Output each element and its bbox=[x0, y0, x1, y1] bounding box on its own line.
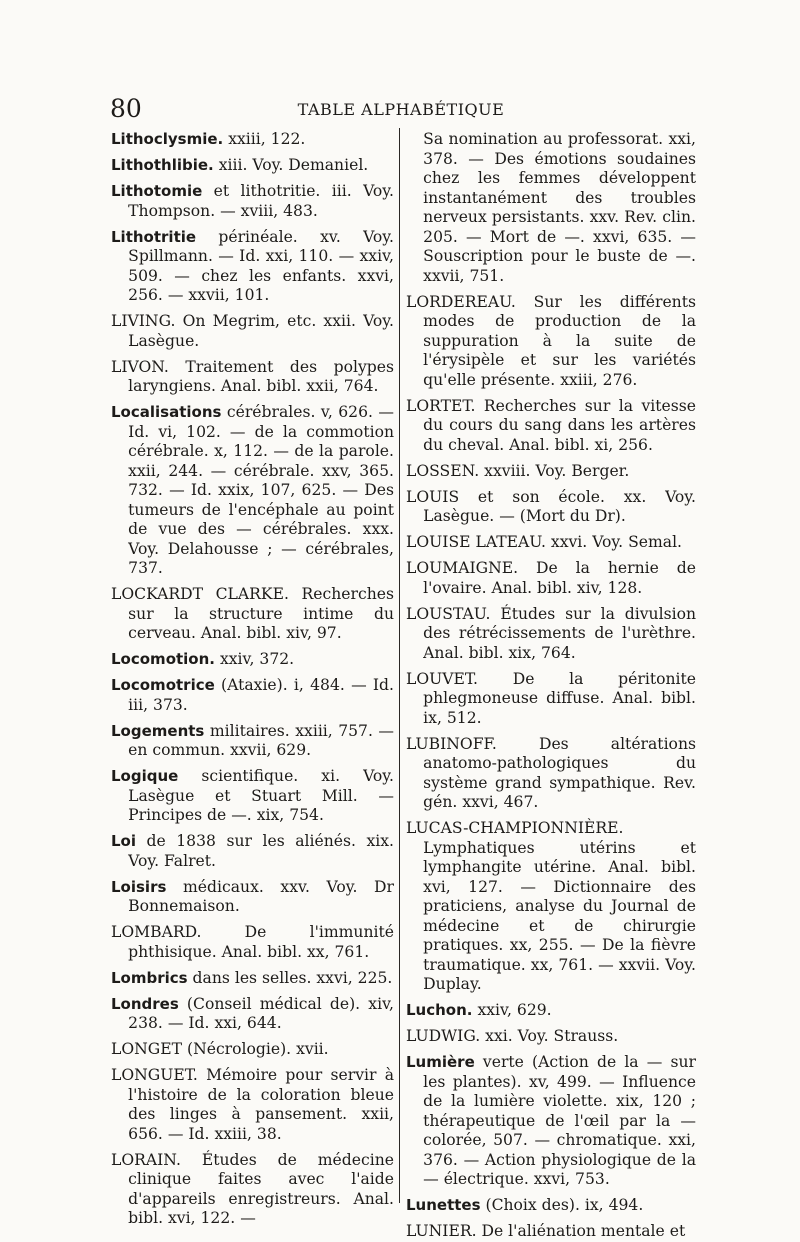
entry-text: de 1838 sur les aliénés. xix. Voy. Falret. bbox=[128, 832, 394, 870]
entry-term: LOUSTAU. bbox=[406, 604, 491, 623]
entry-term: Locomotion. bbox=[111, 650, 215, 668]
index-entry bbox=[111, 358, 394, 397]
entry-term: LOUIS bbox=[406, 487, 460, 506]
entry-text: et lithotritie. iii. Voy. Thompson. — xviii, 483. bbox=[128, 182, 394, 220]
entry-text: Études de médecine clinique faites avec l'aide d'appareils enregistreurs. Anal. bibl. xvi, 122. — bbox=[128, 1150, 394, 1227]
entry-term: LOUMAIGNE. bbox=[406, 559, 519, 577]
index-entry bbox=[111, 228, 394, 306]
index-entry bbox=[406, 1222, 696, 1242]
index-entry bbox=[111, 650, 394, 670]
entry-term: Lunettes bbox=[406, 1196, 481, 1214]
index-entry bbox=[406, 605, 696, 664]
index-entry bbox=[111, 403, 394, 579]
index-entry bbox=[111, 995, 394, 1034]
entry-text: militaires. xxiii, 757. — en commun. xxvii, 629. bbox=[128, 721, 394, 759]
entry-term: Luchon. bbox=[406, 1001, 473, 1019]
entry-term: LUDWIG. bbox=[406, 1027, 481, 1045]
left-column bbox=[111, 130, 394, 1227]
entry-term: Lithotritie bbox=[111, 227, 197, 246]
entry-term: Lombrics bbox=[111, 968, 188, 987]
index-entry bbox=[406, 293, 696, 391]
entry-text: (Conseil médical de). xiv, 238. — Id. xxi, 644. bbox=[128, 994, 394, 1032]
entry-term: LORTET. bbox=[406, 396, 476, 415]
entry-term: Lithothlibie. bbox=[111, 156, 214, 174]
right-column bbox=[406, 130, 696, 1240]
entry-text: Lymphatiques utérins et lymphangite utérine. Anal. bibl. xvi, 127. — Dictionnaire des praticiens, analyse du Journal de médecine et de chirurgie pratiques. xx, 255. — De la fièvre traumatique. xx, 761. — xxvii. Voy. Duplay. bbox=[423, 838, 696, 993]
entry-text: xxi. Voy. Strauss. bbox=[480, 1027, 619, 1045]
entry-term: Lumière bbox=[406, 1053, 475, 1071]
entry-text: dans les selles. xxvi, 225. bbox=[187, 968, 393, 987]
entry-text: xxvi. Voy. Semal. bbox=[545, 533, 683, 551]
entry-term: Localisations bbox=[111, 403, 222, 421]
entry-term: LIVON. bbox=[111, 357, 169, 376]
entry-term: LUNIER. bbox=[406, 1222, 477, 1240]
index-entry bbox=[406, 1053, 696, 1190]
entry-term: Locomotrice bbox=[111, 676, 215, 694]
entry-text: périnéale. xv. Voy. Spillmann. — Id. xxi, 110. — xxiv, 509. — chez les enfants. xxvi, 256. — xxvii, 101. bbox=[128, 227, 394, 304]
entry-text: Traitement des polypes laryngiens. Anal. bibl. xxii, 764. bbox=[128, 357, 394, 395]
index-entry bbox=[111, 1066, 394, 1144]
entry-text: cérébrales. v, 626. — Id. vi, 102. — de la commotion cérébrale. x, 112. — de la parole. xxii, 244. — cérébrale. xxv, 365. 732. — Id. xxix, 107, 625. — Des tumeurs de l'encéphale au point de vue des — cérébrales. xxx. Voy. Delahousse ; — cérébrales, 737. bbox=[128, 403, 394, 577]
entry-term: Logique bbox=[111, 767, 179, 785]
index-entry bbox=[406, 559, 696, 598]
entry-term: Loi bbox=[111, 832, 137, 850]
entry-term: LOUISE LATEAU. bbox=[406, 533, 546, 551]
entry-term: LORAIN. bbox=[111, 1150, 181, 1169]
index-entry bbox=[406, 488, 696, 527]
index-entry bbox=[111, 722, 394, 761]
column-divider bbox=[399, 128, 400, 1203]
entry-text: De la hernie de l'ovaire. Anal. bibl. xiv, 128. bbox=[423, 559, 696, 597]
entry-text: scientifique. xi. Voy. Lasègue et Stuart Mill. — Principes de —. xix, 754. bbox=[128, 767, 394, 824]
index-entry bbox=[111, 182, 394, 221]
entry-term: Lithoclysmie. bbox=[111, 130, 224, 148]
entry-text: Sa nomination au professorat. xxi, 378. — Des émotions soudaines chez les femmes développent instantanément des troubles nerveux persistants. xxv. Rev. clin. 205. — Mort de —. xxvi, 635. — Souscription pour le buste de —. xxvii, 751. bbox=[423, 130, 696, 285]
entry-term: Logements bbox=[111, 721, 205, 740]
entry-term: LONGUET. bbox=[111, 1066, 198, 1084]
index-entry bbox=[111, 878, 394, 917]
entry-term: LORDEREAU. bbox=[406, 292, 516, 311]
entry-term: Loisirs bbox=[111, 877, 167, 896]
index-entry bbox=[406, 130, 696, 286]
index-entry bbox=[406, 397, 696, 456]
index-entry bbox=[406, 670, 696, 729]
index-entry bbox=[406, 1196, 696, 1216]
entry-term: LOUVET. bbox=[406, 669, 478, 688]
entry-text: De la péritonite phlegmoneuse diffuse. Anal. bibl. ix, 512. bbox=[423, 669, 696, 727]
entry-term: LIVING. bbox=[111, 312, 176, 330]
index-entry bbox=[406, 819, 696, 995]
entry-text: (Choix des). ix, 494. bbox=[480, 1196, 644, 1214]
entry-term: LUBINOFF. bbox=[406, 734, 497, 753]
entry-term: LOSSEN. bbox=[406, 461, 480, 480]
index-entry bbox=[111, 969, 394, 989]
index-entry bbox=[406, 735, 696, 813]
entry-text: Études sur la divulsion des rétrécissements de l'urèthre. Anal. bibl. xix, 764. bbox=[423, 604, 696, 662]
entry-term: LOMBARD. bbox=[111, 923, 202, 941]
entry-text: De l'aliénation mentale et bbox=[476, 1222, 686, 1240]
entry-text: Recherches sur la structure intime du cerveau. Anal. bibl. xiv, 97. bbox=[128, 585, 394, 642]
entry-term: LOCKARDT CLARKE. bbox=[111, 585, 289, 603]
entry-text: xxiii, 122. bbox=[223, 130, 306, 148]
entry-term: Londres bbox=[111, 994, 179, 1013]
index-entry bbox=[406, 462, 696, 482]
entry-text: xxiv, 629. bbox=[472, 1001, 552, 1019]
entry-term: LONGET bbox=[111, 1040, 183, 1058]
entry-text: Mémoire pour servir à l'histoire de la coloration bleue des linges à pansement. xxii, 656. — Id. xxiii, 38. bbox=[128, 1066, 394, 1143]
entry-text: On Megrim, etc. xxii. Voy. Lasègue. bbox=[128, 312, 394, 350]
entry-text: xxviii. Voy. Berger. bbox=[479, 461, 630, 480]
entry-text: verte (Action de la — sur les plantes). xv, 499. — Influence de la lumière violette. xix, 120 ; thérapeutique de l'œil par la — colorée, 507. — chromatique. xxi, 376. — Action physiologique de la — électrique. xxvi, 753. bbox=[423, 1053, 696, 1188]
entry-text: De l'immunité phthisique. Anal. bibl. xx, 761. bbox=[128, 923, 394, 961]
entry-text: (Ataxie). i, 484. — Id. iii, 373. bbox=[128, 676, 394, 714]
entry-term: LUCAS-CHAMPIONNIÈRE. bbox=[406, 819, 624, 837]
index-entry bbox=[111, 130, 394, 150]
entry-term: Lithotomie bbox=[111, 182, 203, 200]
index-entry bbox=[111, 312, 394, 351]
page-header bbox=[110, 94, 692, 124]
entry-text: xiii. Voy. Demaniel. bbox=[213, 156, 369, 174]
entry-text: xxiv, 372. bbox=[215, 650, 295, 668]
index-entry bbox=[111, 585, 394, 644]
index-entry bbox=[111, 923, 394, 962]
entry-text: (Nécrologie). xvii. bbox=[182, 1040, 329, 1058]
index-entry bbox=[406, 1001, 696, 1021]
running-title: TABLE ALPHABÉTIQUE bbox=[297, 100, 505, 119]
index-entry bbox=[406, 1027, 696, 1047]
entry-text: et son école. xx. Voy. Lasègue. — (Mort du Dr). bbox=[423, 487, 696, 525]
index-entry bbox=[111, 156, 394, 176]
index-entry bbox=[111, 676, 394, 715]
index-entry bbox=[111, 1151, 394, 1229]
index-entry bbox=[111, 767, 394, 826]
entry-text: Recherches sur la vitesse du cours du sang dans les artères du cheval. Anal. bibl. xi, 256. bbox=[423, 396, 696, 454]
index-entry bbox=[111, 832, 394, 871]
entry-text: Des altérations anatomo-pathologiques du système grand sympathique. Rev. gén. xxvi, 467. bbox=[423, 734, 696, 811]
page-number: 80 bbox=[110, 94, 142, 123]
entry-text: médicaux. xxv. Voy. Dr Bonnemaison. bbox=[128, 877, 394, 915]
entry-text: Sur les différents modes de production de la suppuration à la suite de l'érysipèle et sur les variétés qu'elle présente. xxiii, 276. bbox=[423, 292, 696, 389]
index-entry bbox=[111, 1040, 394, 1060]
index-entry bbox=[406, 533, 696, 553]
